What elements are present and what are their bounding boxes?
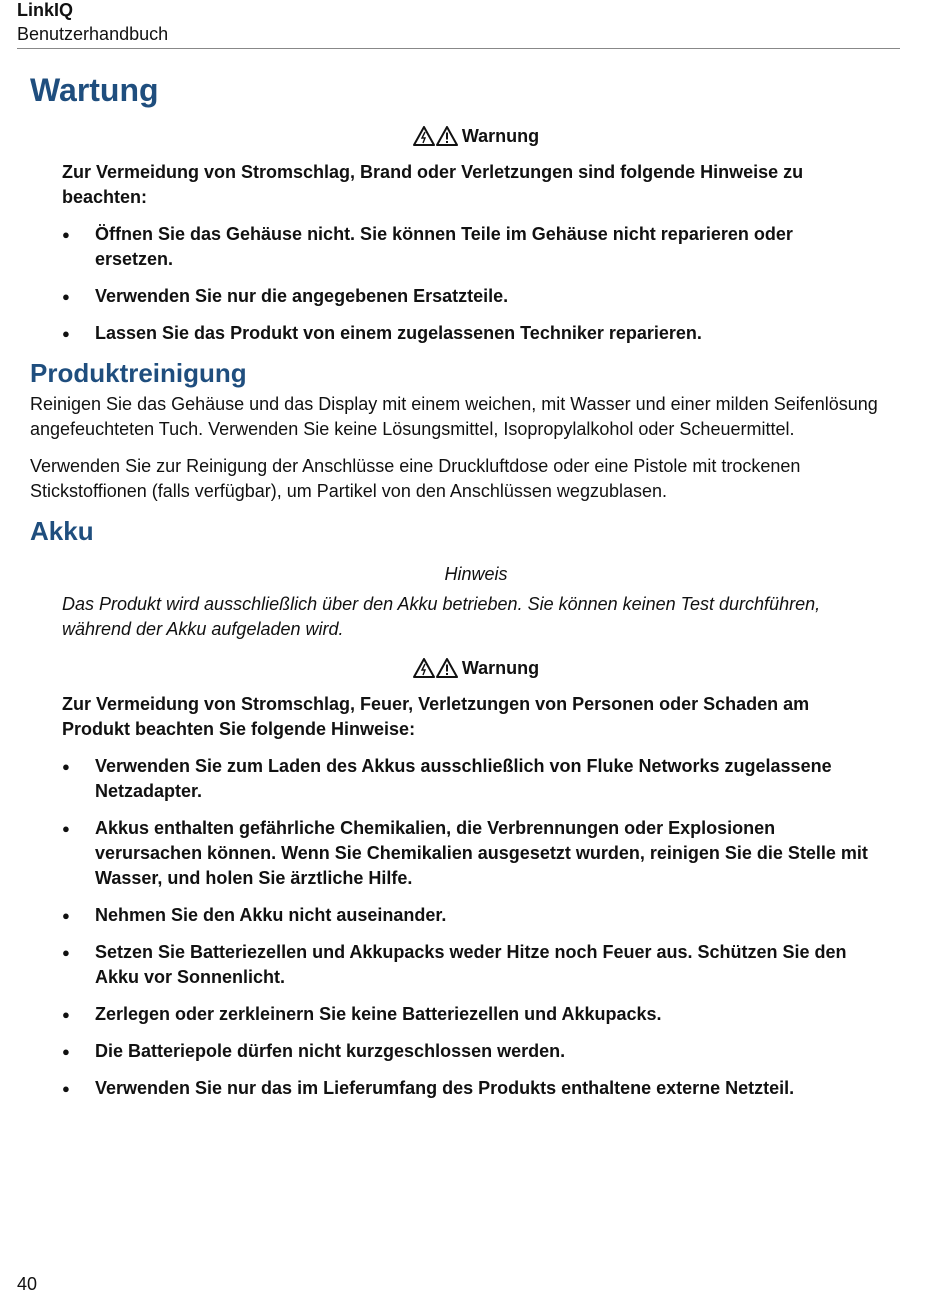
warning-heading xyxy=(62,124,890,148)
list-item: ● Verwenden Sie zum Laden des Akkus ausschließlich von Fluke Networks zugelassene Netzadapter. xyxy=(62,754,875,804)
paragraph: Verwenden Sie zur Reinigung der Anschlüsse eine Druckluftdose oder eine Pistole mit trockenen Stickstoffionen (falls verfügbar), um Partikel von den Anschlüssen wegzublasen. xyxy=(30,456,801,501)
list-item: ● Verwenden Sie nur die angegebenen Ersatzteile. xyxy=(62,284,875,309)
electric-hazard-icon xyxy=(413,658,435,678)
warning-intro: Zur Vermeidung von Stromschlag, Feuer, Verletzungen von Personen oder Schaden am Produkt beachten Sie folgende Hinweise: xyxy=(62,694,810,739)
list-item: ● Verwenden Sie nur das im Lieferumfang des Produkts enthaltene externe Netzteil. xyxy=(62,1076,875,1101)
list-item: ● Öffnen Sie das Gehäuse nicht. Sie können Teile im Gehäuse nicht reparieren oder ersetzen. xyxy=(62,222,875,272)
warning-triangle-icon xyxy=(436,126,458,146)
warning-label: Warnung xyxy=(461,126,540,146)
section-title-akku: Akku xyxy=(30,516,94,546)
list-item: ● Akkus enthalten gefährliche Chemikalien, die Verbrennungen oder Explosionen verursachen können. Wenn Sie Chemikalien ausgesetzt wurden, reinigen Sie die Stelle mit Wasser, und holen Sie ärztliche Hilfe. xyxy=(62,816,875,891)
section-title-wartung: Wartung xyxy=(30,72,159,108)
note-text: Das Produkt wird ausschließlich über den Akku betrieben. Sie können keinen Test durchführen, während der Akku aufgeladen wird. xyxy=(62,594,821,639)
warning-label: Warnung xyxy=(461,658,540,678)
list-item: ● Zerlegen oder zerkleinern Sie keine Batteriezellen und Akkupacks. xyxy=(62,1002,875,1027)
note-heading: Hinweis xyxy=(444,564,508,584)
warning-list xyxy=(62,222,890,346)
warning-icons xyxy=(413,658,458,678)
warning-intro: Zur Vermeidung von Stromschlag, Brand oder Verletzungen sind folgende Hinweise zu beachten: xyxy=(62,162,804,207)
electric-hazard-icon xyxy=(413,126,435,146)
warning-triangle-icon xyxy=(436,658,458,678)
page-number: 40 xyxy=(17,1274,38,1294)
list-item: ● Nehmen Sie den Akku nicht auseinander. xyxy=(62,903,875,928)
page-content xyxy=(30,70,890,1101)
header-divider xyxy=(17,48,900,49)
warning-icons xyxy=(413,126,458,146)
list-item: ● Setzen Sie Batteriezellen und Akkupacks weder Hitze noch Feuer aus. Schützen Sie den Akku vor Sonnenlicht. xyxy=(62,940,875,990)
section-title-produktreinigung: Produktreinigung xyxy=(30,358,247,388)
list-item: ● Lassen Sie das Produkt von einem zugelassenen Techniker reparieren. xyxy=(62,321,875,346)
page-header xyxy=(17,0,900,45)
document-type: Benutzerhandbuch xyxy=(17,24,169,44)
product-name: LinkIQ xyxy=(17,0,74,20)
warning-list xyxy=(62,754,890,1101)
list-item: ● Die Batteriepole dürfen nicht kurzgeschlossen werden. xyxy=(62,1039,875,1064)
paragraph: Reinigen Sie das Gehäuse und das Display mit einem weichen, mit Wasser und einer milden Seifenlösung angefeuchteten Tuch. Verwenden Sie keine Lösungsmittel, Isopropylalkohol oder Scheuermittel. xyxy=(30,394,878,439)
warning-heading xyxy=(62,656,890,680)
